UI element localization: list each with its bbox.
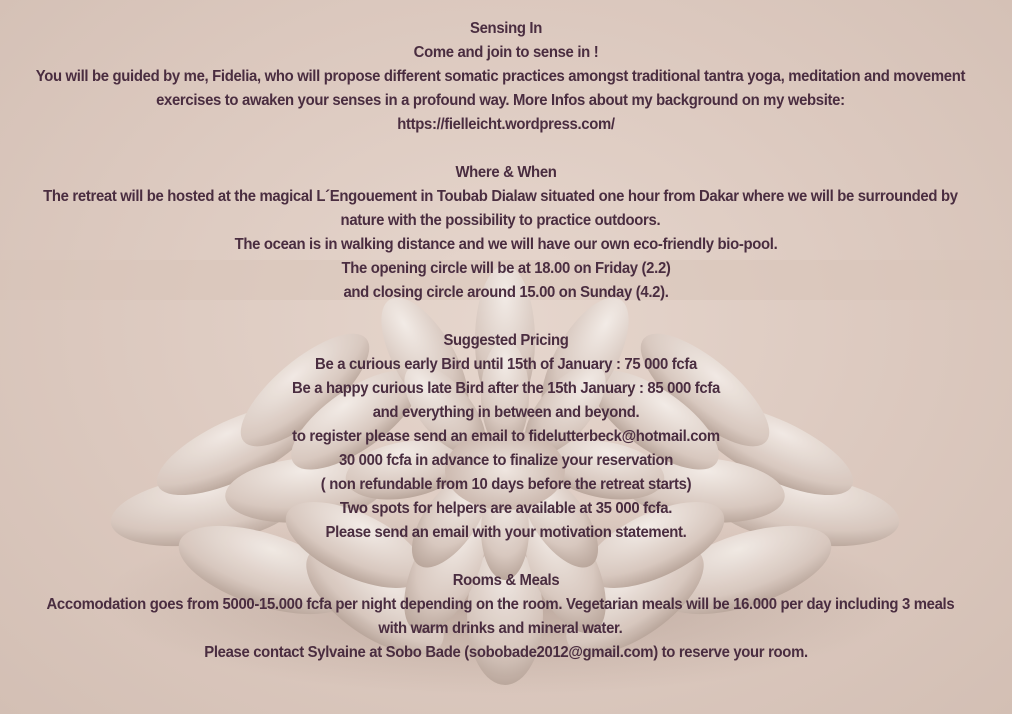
pricing-line: Be a happy curious late Bird after the 15th January : 85 000 fcfa: [292, 380, 720, 397]
rooms-heading: Rooms & Meals: [452, 572, 560, 589]
pricing-heading: Suggested Pricing: [443, 332, 569, 349]
retreat-flyer-text: [35, 17, 976, 689]
page-title: Sensing In: [470, 20, 542, 37]
pricing-line: Two spots for helpers are available at 35 000 fcfa.: [339, 500, 673, 517]
pricing-line: to register please send an email to fidelutterbeck@hotmail.com: [292, 428, 720, 445]
rooms-paragraph: Accomodation goes from 5000-15.000 fcfa per night depending on the room. Vegetarian meals will be 16.000 per day including 3 meals with warm drinks and mineral water.: [46, 596, 955, 637]
rooms-section: [35, 569, 976, 665]
page-subtitle: Come and join to sense in !: [413, 44, 599, 61]
pricing-line: and everything in between and beyond.: [372, 404, 640, 421]
where-when-section: [35, 161, 976, 305]
intro-paragraph: You will be guided by me, Fidelia, who will propose different somatic practices amongst traditional tantra yoga, meditation and movement exercises to awaken your senses in a profound way. More Infos about my background on my website:: [35, 68, 966, 109]
pricing-section: [35, 329, 976, 545]
intro-section: [35, 17, 976, 137]
website-link[interactable]: https://fielleicht.wordpress.com/: [397, 116, 615, 133]
pricing-line: Be a curious early Bird until 15th of January : 75 000 fcfa: [315, 356, 697, 373]
where-when-line: The opening circle will be at 18.00 on Friday (2.2): [341, 260, 671, 277]
pricing-line: 30 000 fcfa in advance to finalize your reservation: [338, 452, 674, 469]
where-when-line: The ocean is in walking distance and we will have our own eco-friendly bio-pool.: [234, 236, 778, 253]
where-when-paragraph: The retreat will be hosted at the magical L´Engouement in Toubab Dialaw situated one hour from Dakar where we will be surrounded by nature with the possibility to practice outdoors.: [43, 188, 958, 229]
pricing-line: Please send an email with your motivation statement.: [325, 524, 687, 541]
pricing-line: ( non refundable from 10 days before the retreat starts): [320, 476, 692, 493]
where-when-heading: Where & When: [455, 164, 557, 181]
where-when-line: and closing circle around 15.00 on Sunday (4.2).: [343, 284, 669, 301]
rooms-contact: Please contact Sylvaine at Sobo Bade (sobobade2012@gmail.com) to reserve your room.: [204, 644, 808, 661]
